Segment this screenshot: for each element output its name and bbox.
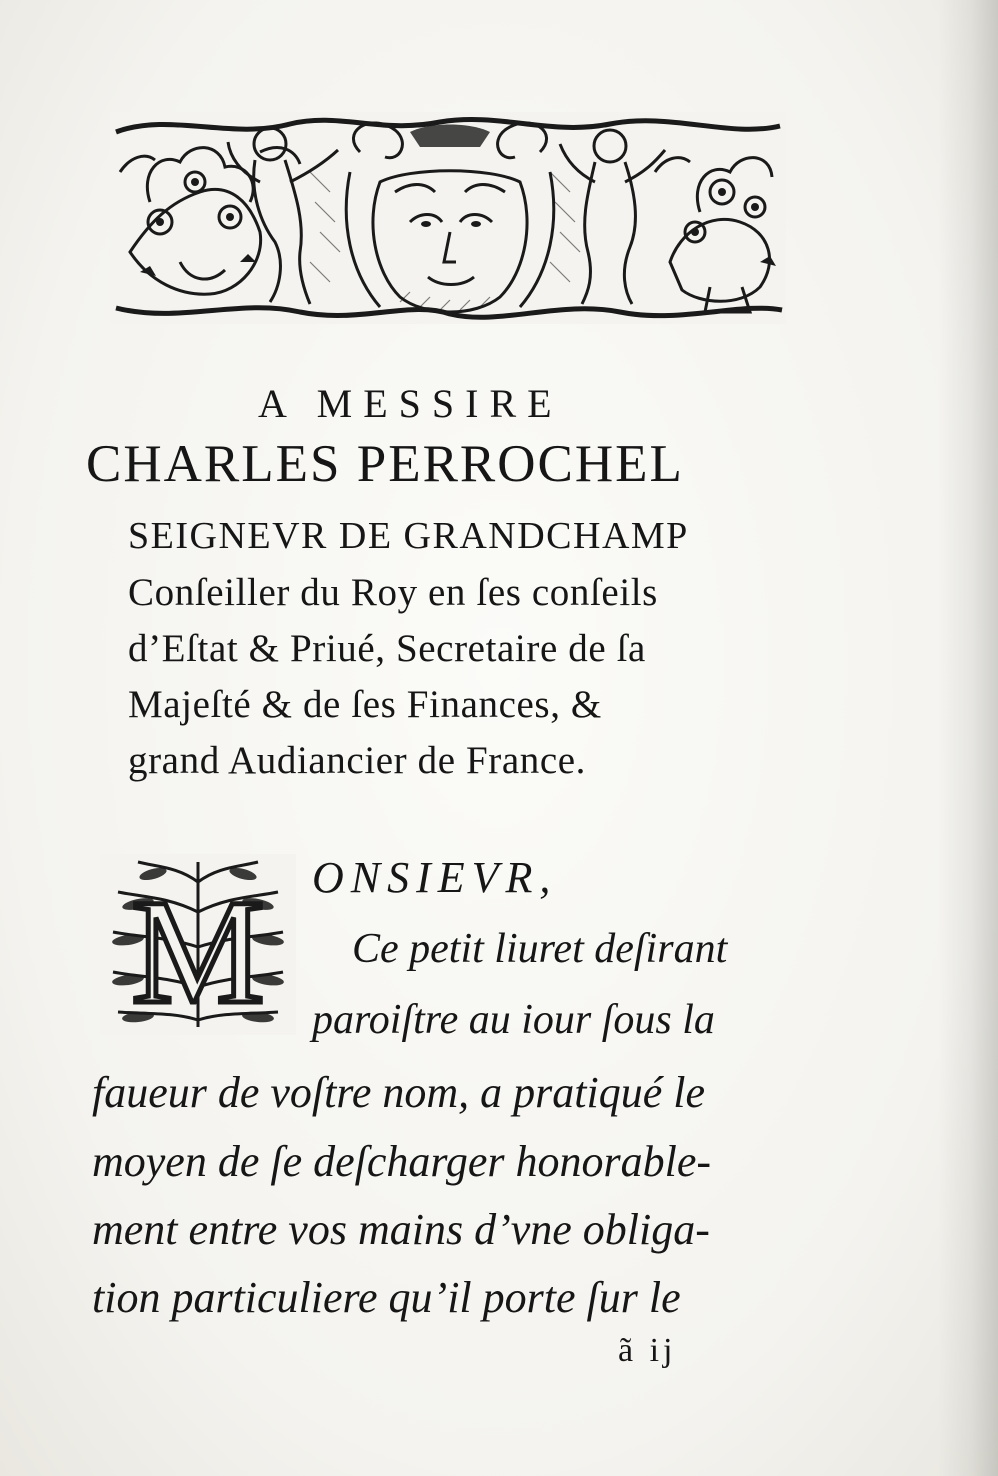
letter-line: faueur de voſtre nom, a pratiqué le bbox=[92, 1068, 706, 1117]
dedicatee-title: SEIGNEVR DE GRANDCHAMP bbox=[128, 515, 689, 557]
dedication-line: Majeſté & de ſes Finances, & bbox=[128, 683, 602, 726]
dedication-line: Conſeiller du Roy en ſes conſeils bbox=[128, 571, 658, 614]
dedicatee-name: CHARLES PERROCHEL bbox=[86, 435, 684, 493]
salutation: ONSIEVR, bbox=[312, 853, 558, 902]
dedication-line-a-messire: A MESSIRE bbox=[258, 381, 563, 426]
letter-line: moyen de ſe deſcharger honorable- bbox=[92, 1137, 712, 1186]
letter-line: paroiſtre au iour ſous la bbox=[312, 997, 715, 1043]
letter-line: tion particuliere qu’il porte ſur le bbox=[92, 1273, 681, 1322]
dedication-line: d’Eſtat & Priué, Secretaire de ſa bbox=[128, 627, 646, 670]
drop-cap-letter: M bbox=[131, 869, 265, 1035]
dedication-line: grand Audiancier de France. bbox=[128, 739, 587, 782]
signature-mark: ã ij bbox=[618, 1332, 677, 1369]
letter-line: Ce petit liuret deſirant bbox=[352, 926, 728, 972]
letter-line: ment entre vos mains d’vne obliga- bbox=[92, 1205, 710, 1254]
